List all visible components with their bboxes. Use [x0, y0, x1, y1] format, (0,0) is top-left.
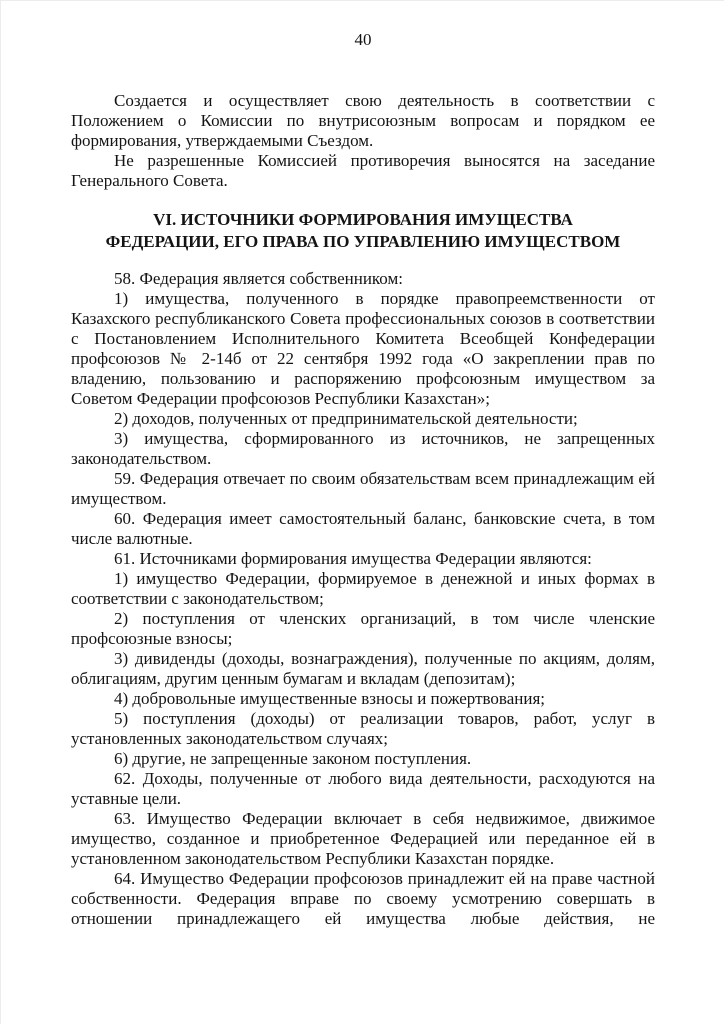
paragraph: 60. Федерация имеет самостоятельный баланс, банковские счета, в том числе валютные. — [71, 509, 655, 548]
paragraph: 1) имущество Федерации, формируемое в денежной и иных формах в соответствии с законодательством; — [71, 569, 655, 608]
paragraph: Не разрешенные Комиссией противоречия выносятся на заседание Генерального Совета. — [71, 151, 655, 190]
paragraph: 3) имущества, сформированного из источников, не запрещенных законодательством. — [71, 429, 655, 468]
paragraph: 64. Имущество Федерации профсоюзов принадлежит ей на праве частной собственности. Федерация вправе по своему усмотрению совершать в отношении принадлежащего ей имущества любые действия, не — [71, 869, 655, 928]
paragraph: 63. Имущество Федерации включает в себя недвижимое, движимое имущество, созданное и приобретенное Федерацией или переданное ей в установленном законодательством Республики Казахстан порядке. — [71, 809, 655, 868]
paragraph: 59. Федерация отвечает по своим обязательствам всем принадлежащим ей имуществом. — [71, 469, 655, 508]
section-heading-line-2: ФЕДЕРАЦИИ, ЕГО ПРАВА ПО УПРАВЛЕНИЮ ИМУЩЕСТВОМ — [105, 232, 621, 251]
section-heading-line-1: VI. ИСТОЧНИКИ ФОРМИРОВАНИЯ ИМУЩЕСТВА — [153, 210, 573, 229]
section-heading — [71, 209, 655, 253]
paragraph: Создается и осуществляет свою деятельность в соответствии с Положением о Комиссии по внутрисоюзным вопросам и порядком ее формирования, утверждаемыми Съездом. — [71, 91, 655, 150]
paragraph: 61. Источниками формирования имущества Федерации являются: — [114, 549, 592, 568]
paragraph: 5) поступления (доходы) от реализации товаров, работ, услуг в установленных законодательством случаях; — [71, 709, 655, 748]
paragraph: 3) дивиденды (доходы, вознаграждения), полученные по акциям, долям, облигациям, другим ценным бумагам и вкладам (депозитам); — [71, 649, 655, 688]
page-number: 40 — [354, 30, 372, 49]
paragraph: 62. Доходы, полученные от любого вида деятельности, расходуются на уставные цели. — [71, 769, 655, 808]
paragraph: 4) добровольные имущественные взносы и пожертвования; — [114, 689, 545, 708]
paragraph: 58. Федерация является собственником: — [114, 269, 403, 288]
paragraph: 6) другие, не запрещенные законом поступления. — [114, 749, 472, 768]
paragraph: 2) поступления от членских организаций, в том числе членские профсоюзные взносы; — [71, 609, 655, 648]
paragraph: 2) доходов, полученных от предпринимательской деятельности; — [114, 409, 578, 428]
paragraph: 1) имущества, полученного в порядке правопреемственности от Казахского республиканского Совета профессиональных союзов в соответствии с Постановлением Исполнительного Комитета Всеобщей Конфедерации профсоюзов № 2-14б от 22 сентября 1992 года «О закреплении прав по владению, пользованию и распоряжению профсоюзным имуществом за Советом Федерации профсоюзов Республики Казахстан»; — [71, 289, 655, 408]
